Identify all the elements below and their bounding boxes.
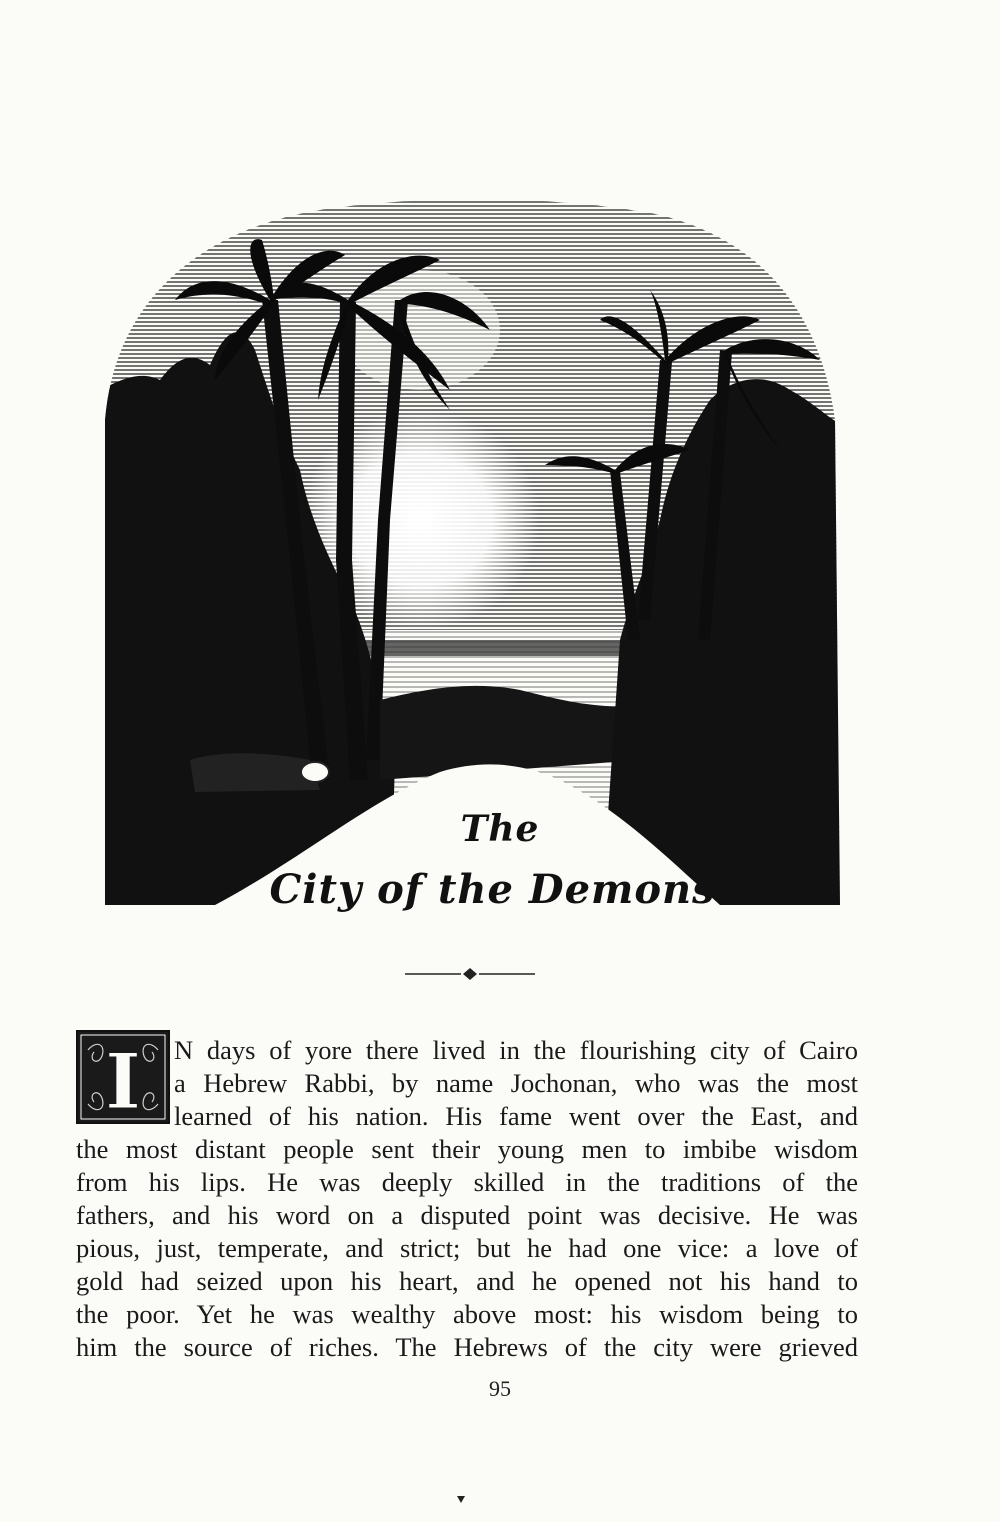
text-line: from his lips. He was deeply skilled in the traditions of the bbox=[76, 1167, 858, 1197]
text-line: him the source of riches. The Hebrews of the city were grieved bbox=[76, 1332, 858, 1362]
printer-mark-icon bbox=[456, 1494, 466, 1504]
text-line: gold had seized upon his heart, and he opened not his hand to bbox=[76, 1266, 858, 1296]
text-line: pious, just, temperate, and strict; but he had one vice: a love of bbox=[76, 1233, 858, 1263]
text-line: a Hebrew Rabbi, by name Jochonan, who was the most bbox=[174, 1068, 858, 1098]
chapter-title: City of the Demons. bbox=[269, 866, 731, 913]
text-line: the poor. Yet he was wealthy above most: his wisdom being to bbox=[76, 1299, 858, 1329]
text-line: N days of yore there lived in the flourishing city of Cairo bbox=[174, 1035, 858, 1065]
ornamental-rule-icon bbox=[405, 966, 535, 982]
text-line: fathers, and his word on a disputed point was decisive. He was bbox=[76, 1200, 858, 1230]
text-line: the most distant people sent their young men to imbibe wisdom bbox=[76, 1134, 858, 1164]
page-number: 95 bbox=[489, 1376, 511, 1401]
drop-cap-letter: I bbox=[105, 1037, 141, 1124]
chapter-title-article: The bbox=[460, 808, 540, 850]
text-line: learned of his nation. His fame went over the East, and bbox=[174, 1101, 858, 1131]
drop-cap bbox=[76, 1030, 170, 1124]
